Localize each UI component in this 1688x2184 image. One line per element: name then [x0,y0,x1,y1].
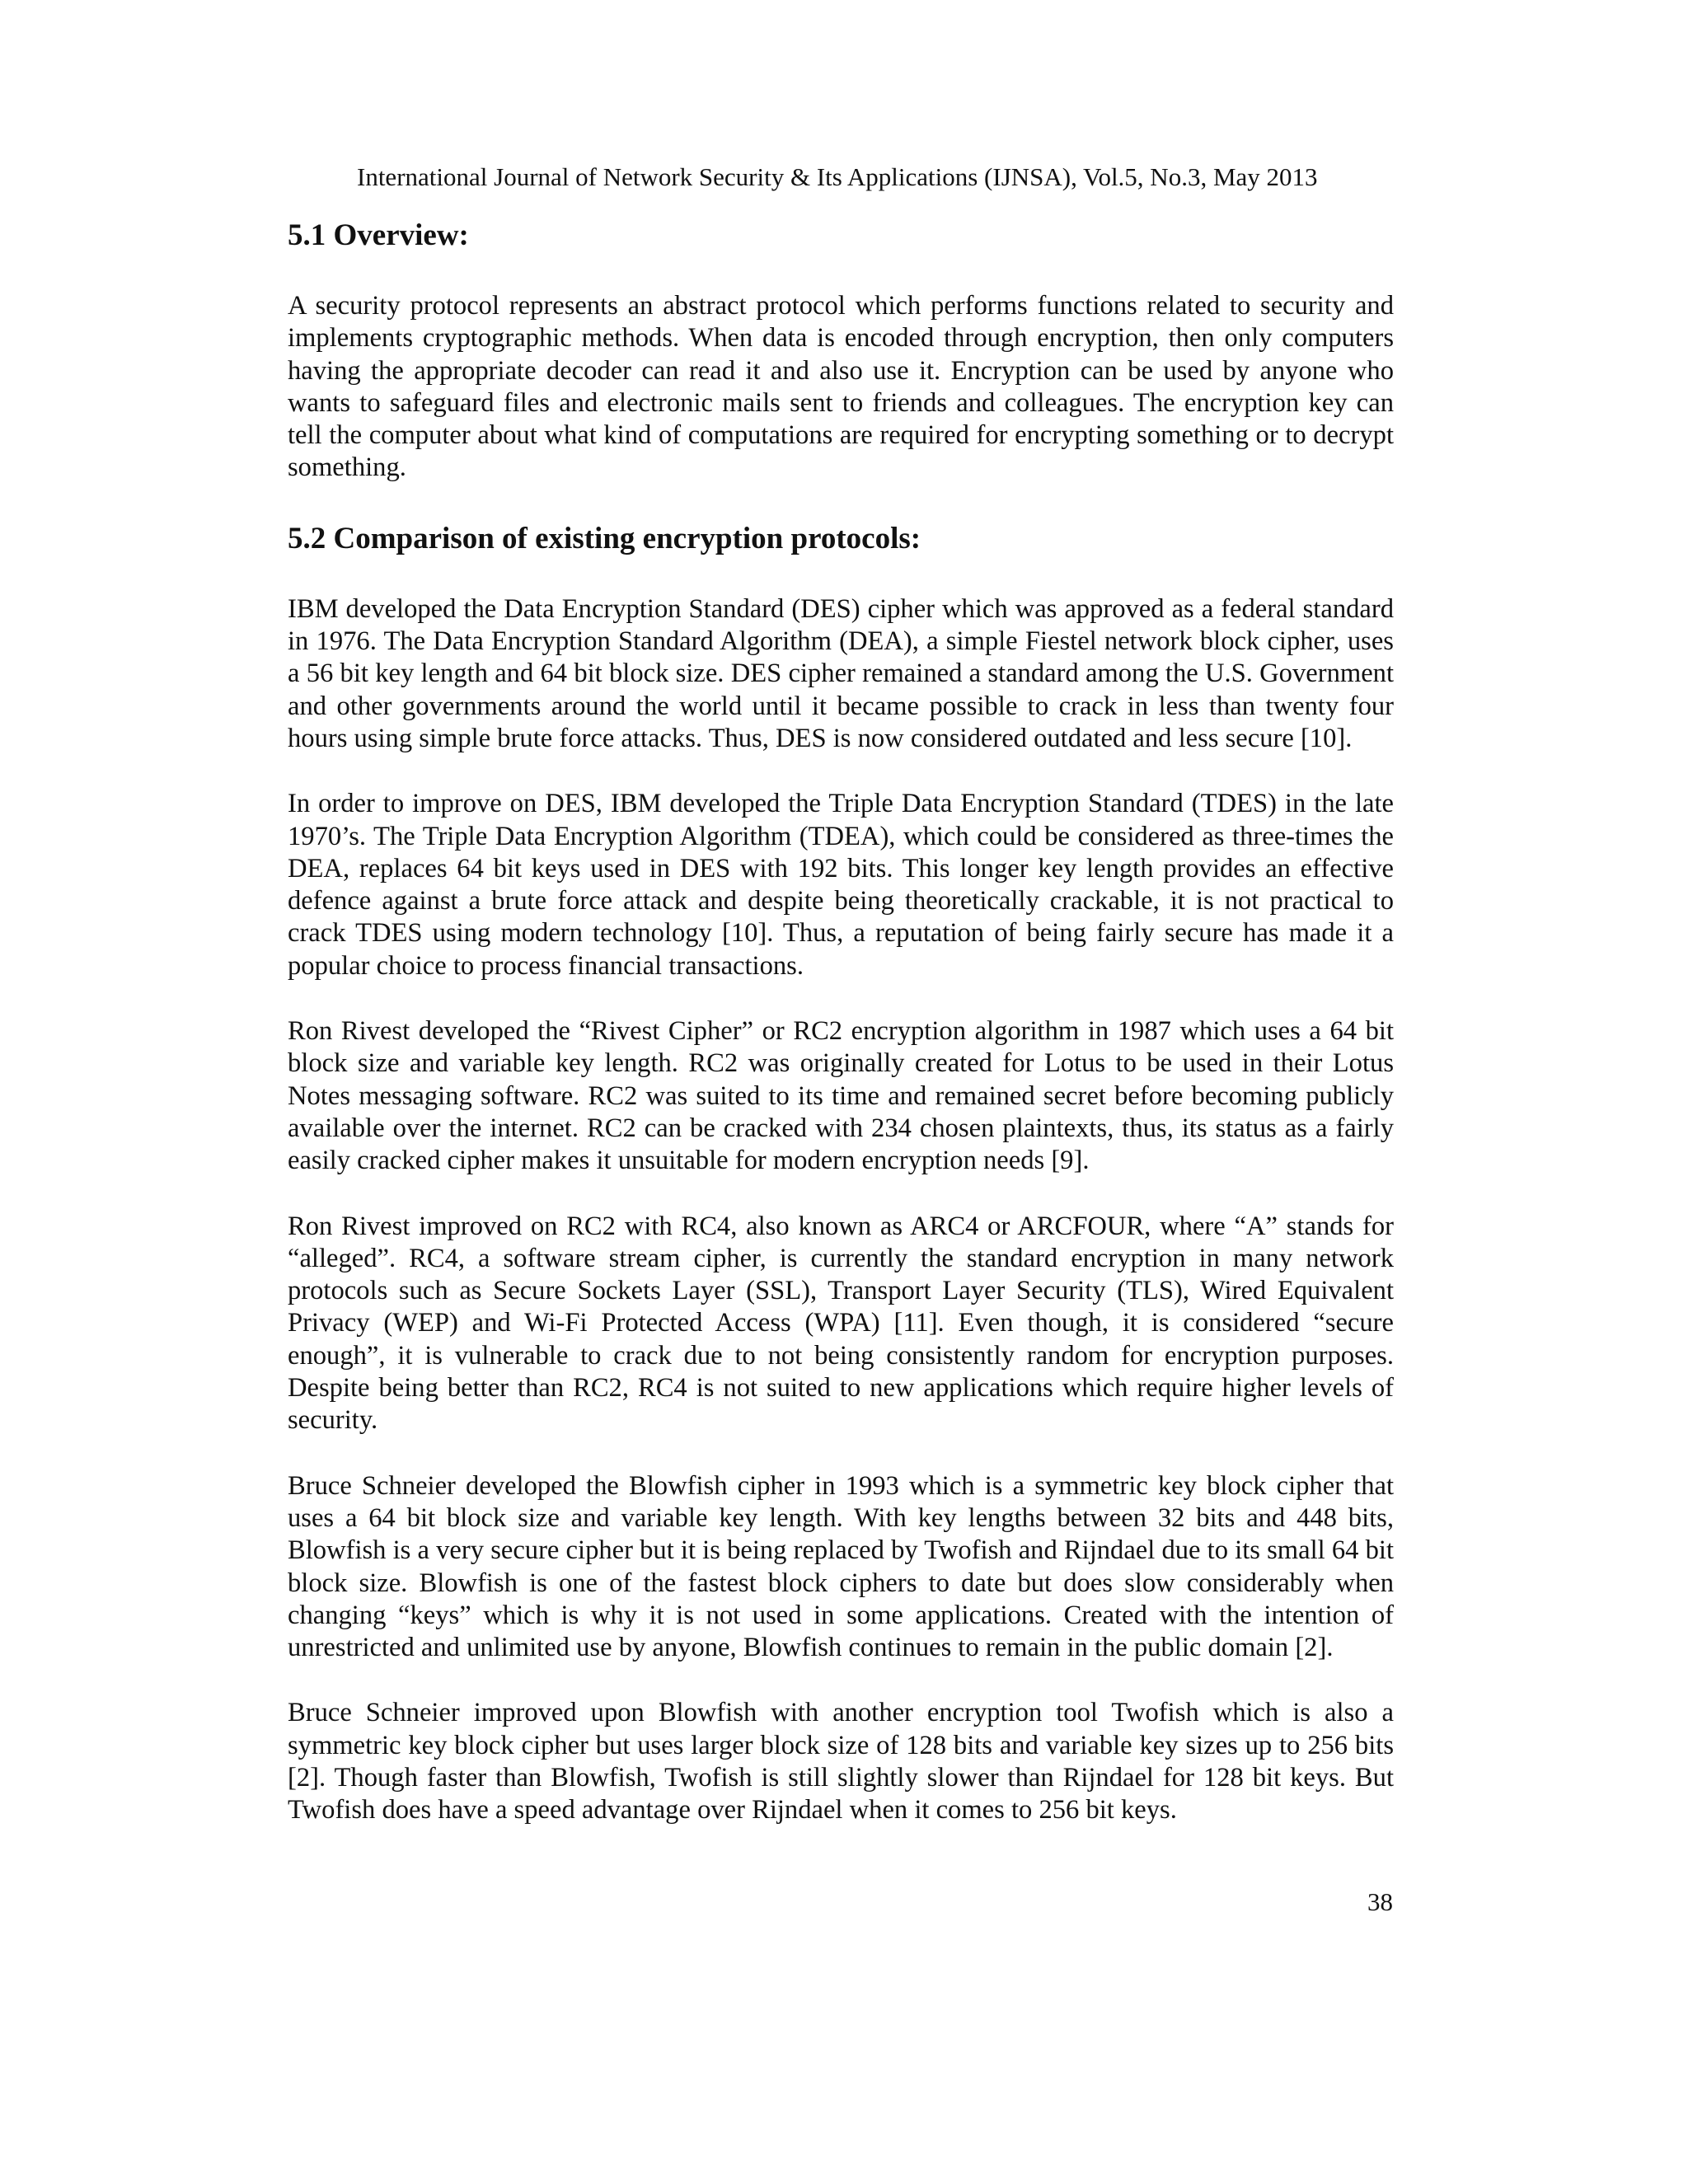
paragraph-tdes: In order to improve on DES, IBM developed the Triple Data Encryption Standard (TDES) in the late 1970’s. The Triple Data Encryption Algorithm (TDEA), which could be considered as three-times the DEA, replaces 64 bit keys used in DES with 192 bits. This longer key length provides an effective defence against a brute force attack and despite being theoretically crackable, it is not practical to crack TDES using modern technology [10]. Thus, a reputation of being fairly secure has made it a popular choice to process financial transactions. [288,789,1394,981]
page-number: 38 [1367,1887,1393,1916]
paragraph-blowfish: Bruce Schneier developed the Blowfish cipher in 1993 which is a symmetric key block cipher that uses a 64 bit block size and variable key length. With key lengths between 32 bits and 448 bits, Blowfish is a very secure cipher but it is being replaced by Twofish and Rijndael due to its small 64 bit block size. Blowfish is one of the fastest block ciphers to date but does slow considerably when changing “keys” which is why it is not used in some applications. Created with the intention of unrestricted and unlimited use by anyone, Blowfish continues to remain in the public domain [2]. [288,1470,1394,1663]
body-content [288,213,1394,1827]
paragraph-twofish: Bruce Schneier improved upon Blowfish with another encryption tool Twofish which is also a symmetric key block cipher but uses larger block size of 128 bits and variable key sizes up to 256 bits [2]. Though faster than Blowfish, Twofish is still slightly slower than Rijndael for 128 bit keys. But Twofish does have a speed advantage over Rijndael when it comes to 256 bit keys. [288,1698,1394,1825]
paragraph-overview: A security protocol represents an abstract protocol which performs functions related to security and implements cryptographic methods. When data is encoded through encryption, then only computers having the appropriate decoder can read it and also use it. Encryption can be used by anyone who wants to safeguard files and electronic mails sent to friends and colleagues. The encryption key can tell the computer about what kind of computations are required for encrypting something or to decrypt something. [288,291,1394,483]
paragraph-rc4: Ron Rivest improved on RC2 with RC4, also known as ARC4 or ARCFOUR, where “A” stands for “alleged”. RC4, a software stream cipher, is currently the standard encryption in many network protocols such as Secure Sockets Layer (SSL), Transport Layer Security (TLS), Wired Equivalent Privacy (WEP) and Wi-Fi Protected Access (WPA) [11]. Even though, it is considered “secure enough”, it is vulnerable to crack due to not being consistently random for encryption purposes. Despite being better than RC2, RC4 is not suited to new applications which require higher levels of security. [288,1211,1394,1436]
paragraph-rc2: Ron Rivest developed the “Rivest Cipher” or RC2 encryption algorithm in 1987 which uses a 64 bit block size and variable key length. RC2 was originally created for Lotus to be used in their Lotus Notes messaging software. RC2 was suited to its time and remained secret before becoming publicly available over the internet. RC2 can be cracked with 234 chosen plaintexts, thus, its status as a fairly easily cracked cipher makes it unsuitable for modern encryption needs [9]. [288,1016,1394,1176]
section-heading-overview: 5.1 Overview: [288,218,469,252]
section-heading-comparison: 5.2 Comparison of existing encryption protocols: [288,521,921,555]
running-header: International Journal of Network Security & Its Applications (IJNSA), Vol.5, No.3, May 2013 [357,162,1318,191]
paragraph-des: IBM developed the Data Encryption Standard (DES) cipher which was approved as a federal standard in 1976. The Data Encryption Standard Algorithm (DEA), a simple Fiestel network block cipher, uses a 56 bit key length and 64 bit block size. DES cipher remained a standard among the U.S. Government and other governments around the world until it became possible to crack in less than twenty four hours using simple brute force attacks. Thus, DES is now considered outdated and less secure [10]. [288,593,1394,753]
